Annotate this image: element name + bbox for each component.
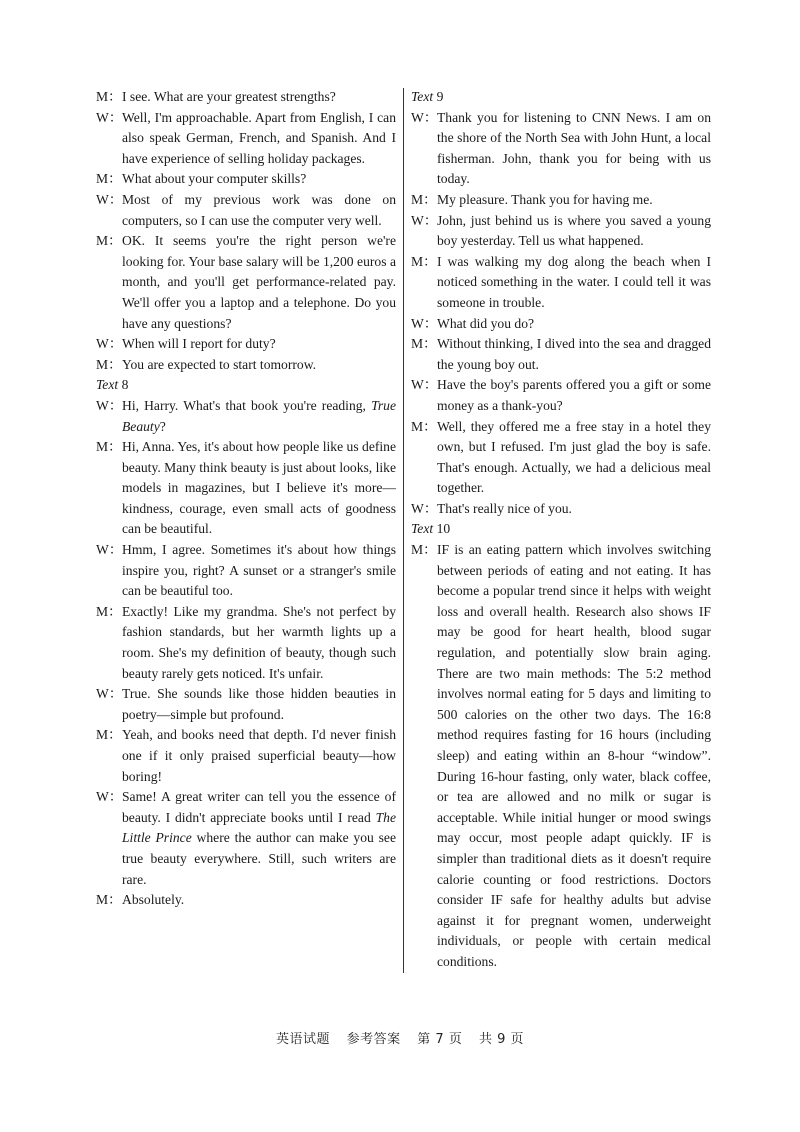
dialogue-turn <box>411 211 711 252</box>
turn-text: where the author can make you see true beauty everywhere. Still, such writers are rare. <box>122 830 396 887</box>
dialogue-turn <box>96 396 396 437</box>
turn-text: True. She sounds like those hidden beauties in poetry—simple but profound. <box>122 686 396 722</box>
dialogue-turn <box>411 314 711 335</box>
speaker-label: M： <box>96 439 122 455</box>
dialogue-turn <box>96 231 396 334</box>
turn-text: Absolutely. <box>122 892 185 908</box>
section-heading-text-10 <box>411 519 711 540</box>
book-title: True Beauty <box>122 397 396 434</box>
turn-text: Hmm, I agree. Sometimes it's about how things inspire you, right? A sunset or a stranger's smile can be beautiful too. <box>122 542 396 599</box>
turn-text: Most of my previous work was done on computers, so I can use the computer very well. <box>122 191 396 228</box>
page-footer <box>0 1028 800 1047</box>
heading-word: Text <box>96 377 119 393</box>
footer-subject: 英语试题 <box>275 1032 330 1047</box>
dialogue-turn <box>96 355 396 376</box>
dialogue-turn <box>411 375 711 416</box>
dialogue-turn <box>96 87 396 108</box>
turn-text: Yeah, and books need that depth. I'd never finish one if it only praised superficial beauty—how boring! <box>122 727 396 784</box>
dialogue-turn <box>96 602 396 684</box>
heading-word: Text <box>411 89 434 104</box>
monologue-turn <box>411 540 711 972</box>
heading-number: 10 <box>436 521 451 537</box>
turn-text: IF is an eating pattern which involves switching between periods of eating and not eating. It has become a popular trend since it helps with weight loss and overall health. Research also shows IF may be good for heart health, blood sugar regulation, and potentially slow brain aging. There are two main methods: The 5:2 method involves normal eating for 5 days and limiting to 500 calories on the other two days. The 16:8 method requires fasting for 16 hours (including sleep) and eating within an 8-hour “window”. During 16-hour fasting, only water, black coffee, or tea are allowed and no milk or sugar is acceptable. While initial hunger or mood swings may occur, most people adapt quickly. IF is simpler than traditional diets as it doesn't require calorie counting or food restrictions. Doctors consider IF safe for healthy adults but advise against it for pregnant women, underweight individuals, or people with certain medical conditions. <box>437 542 711 969</box>
left-column <box>96 87 396 911</box>
turn-text: OK. It seems you're the right person we're looking for. Your base salary will be 1,200 euros a month, and you'll get performance-related pay. We'll offer you a laptop and a telephone. Do you have any questions? <box>122 233 396 331</box>
speaker-label: M： <box>411 418 437 434</box>
column-divider <box>403 88 404 973</box>
dialogue-turn <box>96 540 396 602</box>
footer-page-number: 第 7 页 <box>417 1032 463 1047</box>
dialogue-turn <box>411 252 711 314</box>
turn-text: What about your computer skills? <box>122 171 307 187</box>
speaker-label: W： <box>411 500 438 516</box>
footer-section: 参考答案 <box>346 1032 401 1047</box>
turn-text: Well, I'm approachable. Apart from English, I can also speak German, French, and Spanish. And I have experience of selling holiday packages. <box>122 109 396 166</box>
turn-text: Well, they offered me a free stay in a hotel they own, but I refused. I'm just glad the boy is safe. That's enough. Actually, we had a delicious meal together. <box>437 418 711 496</box>
dialogue-turn <box>411 499 711 520</box>
speaker-label: M： <box>96 89 122 104</box>
dialogue-turn <box>411 108 711 190</box>
dialogue-turn <box>96 890 396 911</box>
speaker-label: M： <box>411 542 437 558</box>
speaker-label: M： <box>411 253 437 269</box>
speaker-label: M： <box>411 336 437 352</box>
turn-text: My pleasure. Thank you for having me. <box>437 191 653 207</box>
dialogue-turn <box>96 334 396 355</box>
speaker-label: W： <box>411 315 438 331</box>
dialogue-turn <box>96 787 396 890</box>
dialogue-turn <box>411 334 711 375</box>
speaker-label: W： <box>96 789 123 805</box>
speaker-label: M： <box>96 171 122 187</box>
speaker-label: W： <box>96 397 123 413</box>
speaker-label: W： <box>411 377 438 393</box>
right-column <box>411 87 711 973</box>
turn-text: John, just behind us is where you saved a young boy yesterday. Tell us what happened. <box>437 212 711 249</box>
speaker-label: W： <box>411 212 438 228</box>
turn-text: Same! A great writer can tell you the essence of beauty. I didn't appreciate books until I read <box>122 789 396 825</box>
dialogue-turn <box>96 684 396 725</box>
dialogue-turn <box>411 190 711 211</box>
turn-text: Exactly! Like my grandma. She's not perfect by fashion standards, but her warmth lights up a room. She's my definition of beauty, though such beauty rarely gets noticed. It's unfair. <box>122 603 396 681</box>
section-heading-text-9 <box>411 87 711 108</box>
section-heading-text-8 <box>96 375 396 396</box>
footer-total-pages: 共 9 页 <box>478 1032 525 1047</box>
speaker-label: W： <box>96 686 123 702</box>
turn-text: ? <box>159 418 166 434</box>
turn-text: When will I report for duty? <box>122 336 276 352</box>
dialogue-turn <box>96 169 396 190</box>
speaker-label: W： <box>411 109 438 125</box>
heading-number: 9 <box>436 89 444 104</box>
speaker-label: M： <box>96 356 122 372</box>
turn-text: Thank you for listening to CNN News. I am on the shore of the North Sea with John Hunt, a local fisherman. John, thank you for being with us today. <box>437 109 711 187</box>
book-title: The Little Prince <box>122 809 396 846</box>
turn-text: Hi, Anna. Yes, it's about how people like us define beauty. Many think beauty is just about looks, like models in magazines, but I believe it's more—kindness, courage, even small acts of goodness can be beautiful. <box>122 439 396 537</box>
speaker-label: M： <box>96 727 122 743</box>
turn-text: You are expected to start tomorrow. <box>122 356 317 372</box>
turn-text: Hi, Harry. What's that book you're reading, <box>122 397 372 413</box>
dialogue-turn <box>96 108 396 170</box>
speaker-label: W： <box>96 109 123 125</box>
turn-text: I see. What are your greatest strengths? <box>122 89 336 104</box>
dialogue-turn <box>96 437 396 540</box>
heading-number: 8 <box>121 377 129 393</box>
dialogue-turn <box>96 190 396 231</box>
speaker-label: W： <box>96 542 123 558</box>
speaker-label: W： <box>96 191 123 207</box>
dialogue-turn <box>411 417 711 499</box>
turn-text: Have the boy's parents offered you a gift or some money as a thank-you? <box>437 377 711 413</box>
speaker-label: W： <box>96 336 123 352</box>
turn-text: I was walking my dog along the beach when I noticed something in the water. I could tell it was someone in trouble. <box>437 253 711 310</box>
speaker-label: M： <box>96 603 122 619</box>
turn-text: Without thinking, I dived into the sea and dragged the young boy out. <box>437 336 711 372</box>
heading-word: Text <box>411 521 434 537</box>
speaker-label: M： <box>411 191 437 207</box>
turn-text: That's really nice of you. <box>437 500 572 516</box>
dialogue-turn <box>96 725 396 787</box>
turn-text: What did you do? <box>437 315 535 331</box>
speaker-label: M： <box>96 233 122 249</box>
speaker-label: M： <box>96 892 122 908</box>
